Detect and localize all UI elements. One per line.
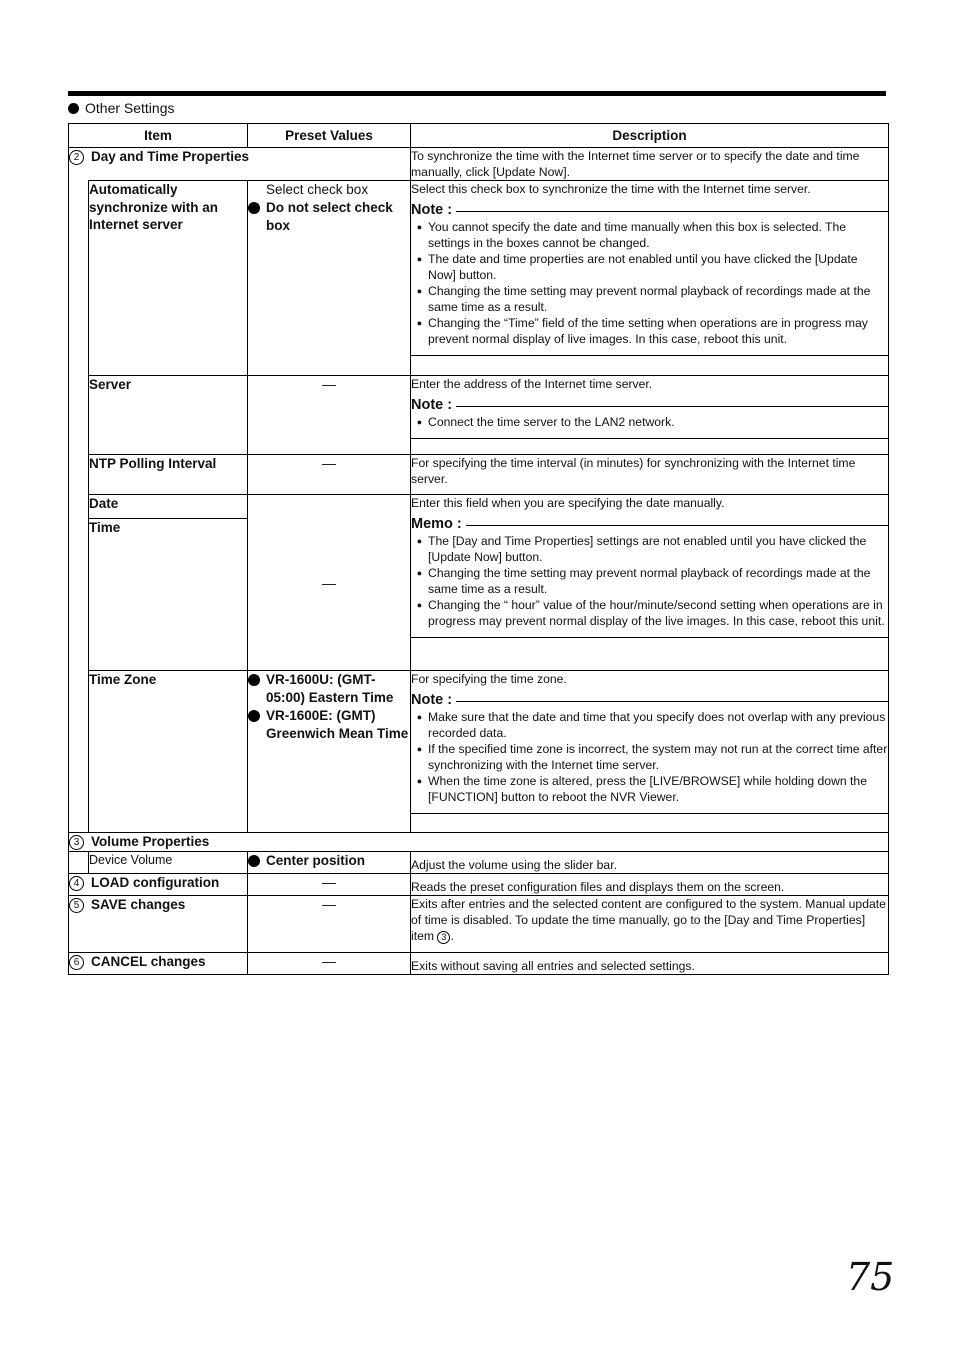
list-item: ● Make sure that the date and time that you specify does not overlap with any previous recorded data. <box>416 710 886 740</box>
circled-number: 4 <box>69 876 84 891</box>
header-preset: Preset Values <box>248 124 411 148</box>
auto-sync-desc: Select this check box to synchronize the time with the Internet time server. Note : ● You cannot specify the date and time manually when this box is selected. The settings in the boxes cannot be changed. ● The date and time properties are not enabled until you have clicked the [Update Now] button. ● Changing the time setting may prevent normal playback of recordings made at the same time as a result. ● Changing the “Time” field of the time setting when operations are in progress may prevent normal display of live images. In this case, reboot this unit. <box>411 181 889 376</box>
ntp-row <box>69 455 889 495</box>
list-item: ● If the specified time zone is incorrect, the system may not run at the correct time after synchronizing with the Internet time server. <box>416 742 888 772</box>
save-row <box>69 895 889 952</box>
circled-number: 3 <box>437 931 450 944</box>
note-list <box>411 709 888 805</box>
bullet-icon <box>248 674 260 686</box>
circled-number: 5 <box>69 898 84 913</box>
day-time-desc: To synchronize the time with the Internet time server or to specify the date and time manually, click [Update Now]. <box>411 148 889 181</box>
table-header-row <box>69 124 889 148</box>
time-zone-preset: VR-1600U: (GMT-05:00) Eastern Time VR-1600E: (GMT) Greenwich Mean Time <box>248 671 411 833</box>
server-item: Server <box>89 376 248 455</box>
list-item: ● You cannot specify the date and time manually when this box is selected. The settings in the boxes cannot be changed. <box>416 220 847 250</box>
ntp-preset: — <box>248 455 411 495</box>
volume-item: 3 Volume Properties <box>69 833 889 852</box>
list-item: ● Changing the “ hour” value of the hour/minute/second setting when operations are in progress may prevent normal display of the live images. In this case, reboot this unit. <box>416 598 885 628</box>
auto-sync-row <box>69 181 889 376</box>
server-preset: — <box>248 376 411 455</box>
load-preset: — <box>248 873 411 895</box>
bullet-icon <box>248 855 260 867</box>
memo-list <box>411 533 888 629</box>
time-zone-desc: For specifying the time zone. Note : ● Make sure that the date and time that you specify does not overlap with any previous recorded data. ● If the specified time zone is incorrect, the system may not run at the correct time after synchronizing with the Internet time server. ● When the time zone is altered, press the [LIVE/BROWSE] while holding down the [FUNCTION] button to reboot the NVR Viewer. <box>411 671 889 833</box>
server-row <box>69 376 889 455</box>
day-time-row <box>69 148 889 181</box>
save-desc: Exits after entries and the selected content are configured to the system. Manual update of time is disabled. To update the time manually, go to the [Day and Time Properties] item 3 . <box>411 895 889 952</box>
bullet-icon <box>248 710 260 722</box>
note-list <box>411 219 888 347</box>
note-list <box>411 414 888 430</box>
load-desc: Reads the preset configuration files and displays them on the screen. <box>411 873 889 895</box>
server-desc: Enter the address of the Internet time server. Note : ● Connect the time server to the LAN2 network. <box>411 376 889 455</box>
cancel-item: 6 CANCEL changes <box>69 952 248 974</box>
circled-number: 3 <box>69 835 84 850</box>
indent-column <box>69 851 89 873</box>
save-preset: — <box>248 895 411 952</box>
device-volume-row <box>69 851 889 873</box>
circled-number: 2 <box>69 150 84 165</box>
ntp-desc: For specifying the time interval (in minutes) for synchronizing with the Internet time server. <box>411 455 889 495</box>
cancel-desc: Exits without saving all entries and selected settings. <box>411 952 889 974</box>
header-item: Item <box>69 124 248 148</box>
auto-sync-preset: Select check box Do not select check box <box>248 181 411 376</box>
time-zone-row <box>69 671 889 833</box>
ntp-item: NTP Polling Interval <box>89 455 248 495</box>
load-row <box>69 873 889 895</box>
device-volume-desc: Adjust the volume using the slider bar. <box>411 851 889 873</box>
date-row <box>69 495 889 519</box>
list-item: ● When the time zone is altered, press the [LIVE/BROWSE] while holding down the [FUNCTION] button to reboot the NVR Viewer. <box>416 774 867 804</box>
time-zone-item: Time Zone <box>89 671 248 833</box>
date-item: Date <box>89 495 248 519</box>
settings-table <box>68 123 889 975</box>
date-time-desc: Enter this field when you are specifying the date manually. Memo : ● The [Day and Time Properties] settings are not enabled until you have clicked the [Update Now] button. ● Changing the time setting may prevent normal playback of recordings made at the same time as a result. ● Changing the “ hour” value of the hour/minute/second setting when operations are in progress may prevent normal display of the live images. In this case, reboot this unit. <box>411 495 889 671</box>
page-number: 75 <box>846 1255 895 1299</box>
cancel-row <box>69 952 889 974</box>
list-item: ● Connect the time server to the LAN2 network. <box>416 415 675 429</box>
list-item: ● Changing the time setting may prevent normal playback of recordings made at the same time as a result. <box>416 566 871 596</box>
volume-row <box>69 833 889 852</box>
load-item: 4 LOAD configuration <box>69 873 248 895</box>
note-heading: Note : <box>411 202 888 218</box>
header-description: Description <box>411 124 889 148</box>
circled-number: 6 <box>69 955 84 970</box>
day-time-item: 2 Day and Time Properties <box>69 148 411 181</box>
list-item: ● The [Day and Time Properties] settings are not enabled until you have clicked the [Update Now] button. <box>416 534 867 564</box>
save-item: 5 SAVE changes <box>69 895 248 952</box>
cancel-preset: — <box>248 952 411 974</box>
device-volume-item: Device Volume <box>89 851 248 873</box>
list-item: ● The date and time properties are not enabled until you have clicked the [Update Now] button. <box>416 252 858 282</box>
section-title: Other Settings <box>68 100 175 116</box>
time-item: Time <box>89 519 248 671</box>
indent-column <box>69 181 89 833</box>
list-item: ● Changing the time setting may prevent normal playback of recordings made at the same time as a result. <box>416 284 871 314</box>
bullet-icon <box>248 202 260 214</box>
list-item: ● Changing the “Time” field of the time setting when operations are in progress may prevent normal display of live images. In this case, reboot this unit. <box>416 316 868 346</box>
date-time-preset: — <box>248 495 411 671</box>
bullet-dot-icon <box>68 103 79 114</box>
auto-sync-item: Automatically synchronize with an Internet server <box>89 181 248 376</box>
device-volume-preset: Center position <box>248 851 411 873</box>
note-heading: Note : <box>411 692 888 708</box>
top-rule <box>68 91 886 96</box>
note-heading: Note : <box>411 397 888 413</box>
memo-heading: Memo : <box>411 516 888 532</box>
